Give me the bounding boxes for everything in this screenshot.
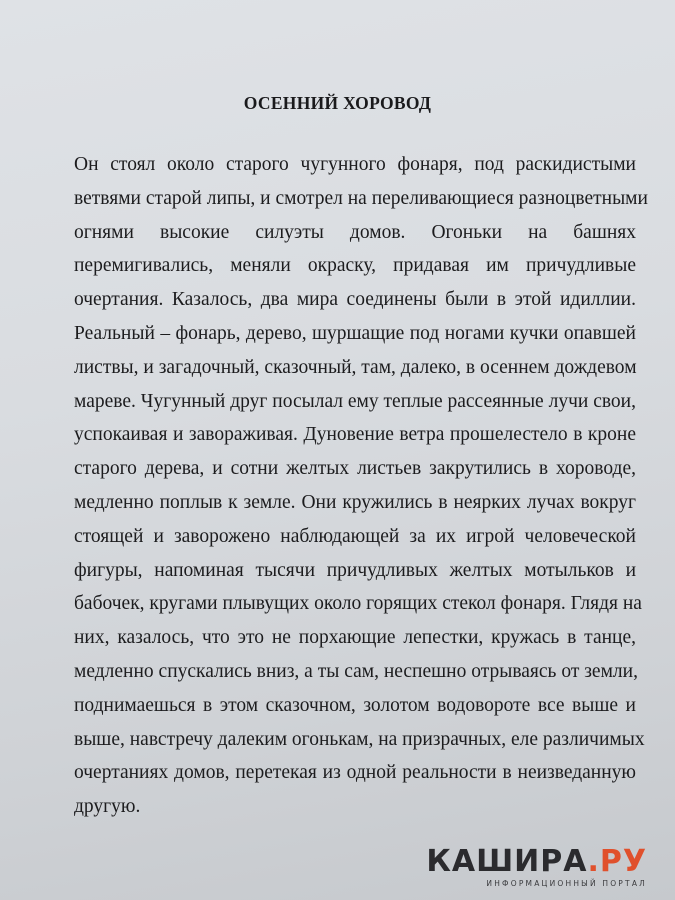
body-line: перемигивались, меняли окраску, придавая им причудливые xyxy=(74,255,636,277)
body-line: них, казалось, что это не порхающие лепестки, кружась в танце, xyxy=(74,627,636,649)
body-line: бабочек, кругами плывущих около горящих стекол фонаря. Глядя на xyxy=(74,593,642,615)
body-line: листвы, и загадочный, сказочный, там, далеко, в осеннем дождевом xyxy=(74,356,637,378)
watermark-logo xyxy=(426,846,647,888)
body-line: старого дерева, и сотни желтых листьев закрутились в хороводе, xyxy=(74,458,636,480)
body-line: ветвями старой липы, и смотрел на переливающиеся разноцветными xyxy=(74,187,648,209)
body-line: Он стоял около старого чугунного фонаря, под раскидистыми xyxy=(74,154,636,175)
body-line: фигуры, напоминая тысячи причудливых желтых мотыльков и xyxy=(74,559,636,581)
body-line: очертаниях домов, перетекая из одной реальности в неизведанную xyxy=(74,762,636,784)
body-line: выше, навстречу далеким огонькам, на призрачных, еле различимых xyxy=(74,728,645,750)
body-line: медленно поплыв к земле. Они кружились в неярких лучах вокруг xyxy=(74,491,636,513)
body-line: стоящей и заворожено наблюдающей за их игрой человеческой xyxy=(74,525,636,547)
watermark-subtitle: ИНФОРМАЦИОННЫЙ ПОРТАЛ xyxy=(486,879,647,888)
document-body xyxy=(74,148,648,824)
body-line: Реальный – фонарь, дерево, шуршащие под ногами кучки опавшей xyxy=(74,322,636,344)
watermark-brand-name: КАШИРА xyxy=(426,844,588,879)
watermark-brand xyxy=(426,846,647,878)
body-line: другую. xyxy=(74,796,141,818)
document-title: ОСЕННИЙ ХОРОВОД xyxy=(243,93,432,113)
body-line: поднимаешься в этом сказочном, золотом водовороте все выше и xyxy=(74,694,636,716)
body-line: мареве. Чугунный друг посылал ему теплые рассеянные лучи свои, xyxy=(74,390,636,412)
body-line: огнями высокие силуэты домов. Огоньки на башнях xyxy=(74,221,636,243)
watermark-brand-tld: .РУ xyxy=(587,844,647,879)
body-line: очертания. Казалось, два мира соединены были в этой идиллии. xyxy=(74,289,636,311)
body-line: успокаивая и завораживая. Дуновение ветра прошелестело в кроне xyxy=(74,424,636,446)
body-line: медленно спускались вниз, а ты сам, неспешно отрываясь от земли, xyxy=(74,660,638,682)
